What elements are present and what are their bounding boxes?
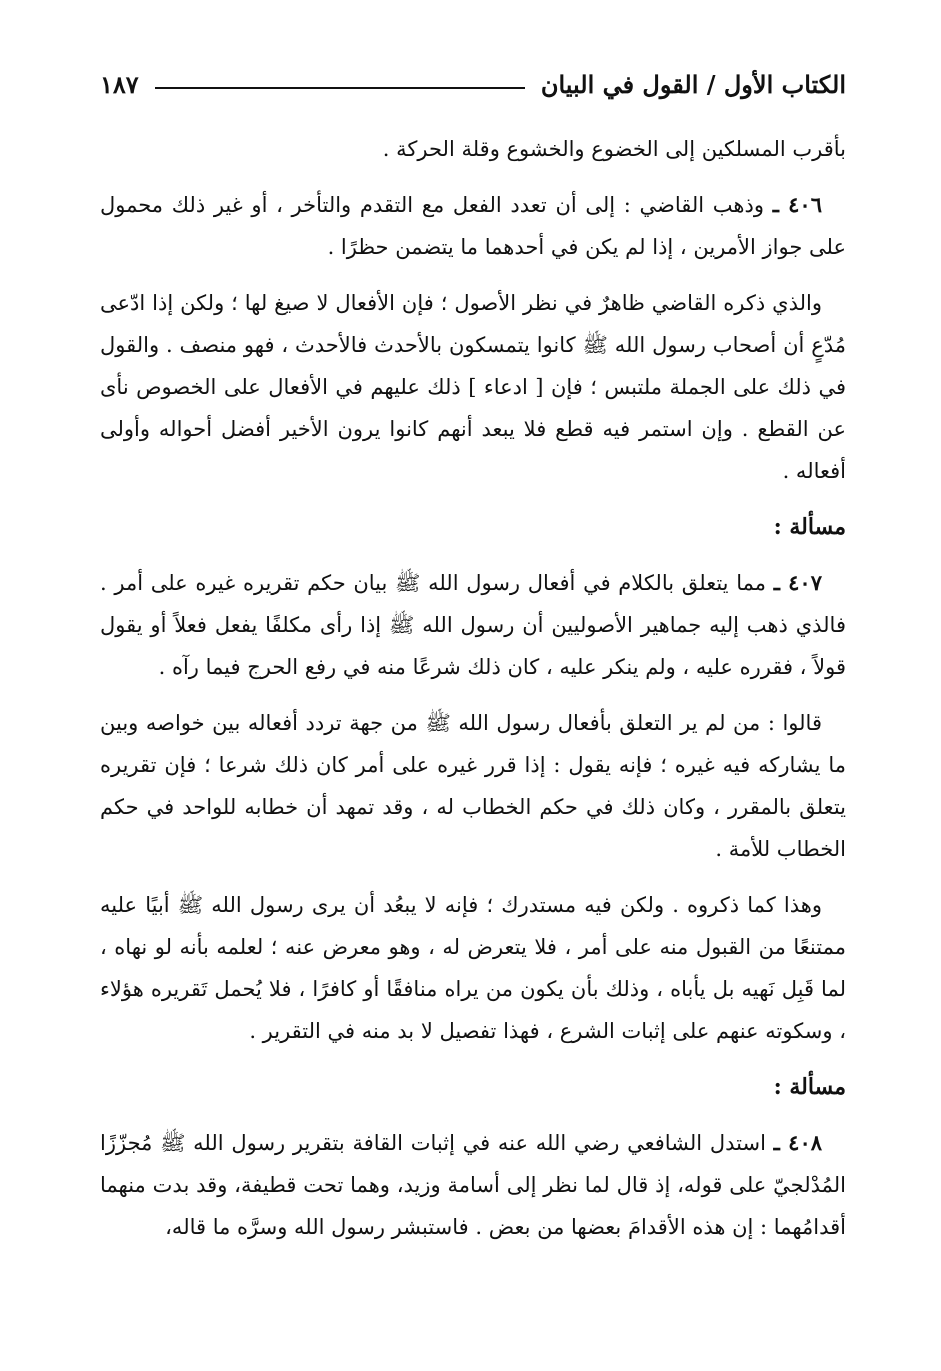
section-number: ٤٠٦ ـ (772, 192, 822, 217)
paragraph-text: وهذا كما ذكروه . ولكن فيه مستدرك ؛ فإنه لا يبعُد أن يرى رسول الله ﷺ أبيًا عليه ممتنعًا من القبول منه على أمر ، فلا يتعرض له ، وهو معرض عنه ؛ لعلمه بأنه لو نهاه ، لما قَبِل نَهيه بل يأباه ، وذلك بأن يكون من يراه منافقًا أو كافرًا ، فلا يُحمل تَقريره هؤلاء ، وسكوته عنهم على إثبات الشرع ، فهذا تفصيل لا بد منه في التقرير . (100, 893, 846, 1043)
page-body (100, 128, 846, 1262)
paragraph-text: مما يتعلق بالكلام في أفعال رسول الله ﷺ بيان حكم تقريره غيره على أمر . فالذي ذهب إليه جماهير الأصوليين أن رسول الله ﷺ إذا رأى مكلفًا يفعل فعلاً أو يقول قولاً ، فقرره عليه ، ولم ينكر عليه ، كان ذلك شرعًا منه في رفع الحرج فيما رآه . (100, 571, 846, 679)
page-number: ١٨٧ (100, 69, 139, 99)
paragraph-text: بأقرب المسلكين إلى الخضوع والخشوع وقلة الحركة . (382, 137, 846, 161)
running-title: الكتاب الأول / القول في البيان (540, 69, 846, 99)
paragraph-commentary (100, 282, 846, 492)
paragraph-text: قالوا : من لم ير التعلق بأفعال رسول الله ﷺ من جهة تردد أفعاله بين خواصه وبين ما يشاركه فيه غيره ؛ فإنه يقول : إذا قرر غيره على أمر كان ذلك شرعا ؛ فإن تقريره يتعلق بالمقرر ، وكان ذلك في حكم الخطاب له ، وقد تمهد أن خطابه للواحد في حكم الخطاب للأمة . (100, 711, 846, 861)
paragraph-intro (100, 128, 846, 170)
section-heading: مسألة : (773, 1074, 846, 1100)
section-number: ٤٠٧ ـ (773, 570, 822, 595)
page-header (100, 62, 846, 106)
paragraph-text: استدل الشافعي رضي الله عنه في إثبات القافة بتقرير رسول الله ﷺ مُجزّزًا المُدْلجيّ على قوله، إذ قال لما نظر إلى أسامة وزيد، وهما تحت قطيفة، وقد بدت منهما أقدامُهما : إن هذه الأقدامَ بعضها من بعض . فاستبشر رسول الله وسرَّه ما قاله، (100, 1131, 846, 1239)
paragraph-408 (100, 1122, 846, 1248)
section-number: ٤٠٨ ـ (773, 1130, 823, 1155)
header-rule (155, 87, 525, 89)
paragraph-text: وذهب القاضي : إلى أن تعدد الفعل مع التقدم والتأخر ، أو غير ذلك محمول على جواز الأمرين ، إذا لم يكن في أحدهما ما يتضمن حظرًا . (100, 193, 846, 259)
paragraph-407 (100, 562, 846, 688)
section-heading: مسألة : (773, 514, 846, 540)
paragraph-text: والذي ذكره القاضي ظاهرٌ في نظر الأصول ؛ فإن الأفعال لا صيغ لها ؛ ولكن إذا ادّعى مُدّعٍ أن أصحاب رسول الله ﷺ كانوا يتمسكون بالأحدث فالأحدث ، فهو منصف . والقول في ذلك على الجملة ملتبس ؛ فإن [ ادعاء ] ذلك عليهم في الأفعال على الخصوص نأى عن القطع . وإن استمر فيه قطع فلا يبعد أنهم كانوا يرون الأخير أفضل أحواله وأولى أفعاله . (100, 291, 846, 483)
paragraph-qalu (100, 702, 846, 870)
paragraph-406 (100, 184, 846, 268)
paragraph-wahadha (100, 884, 846, 1052)
